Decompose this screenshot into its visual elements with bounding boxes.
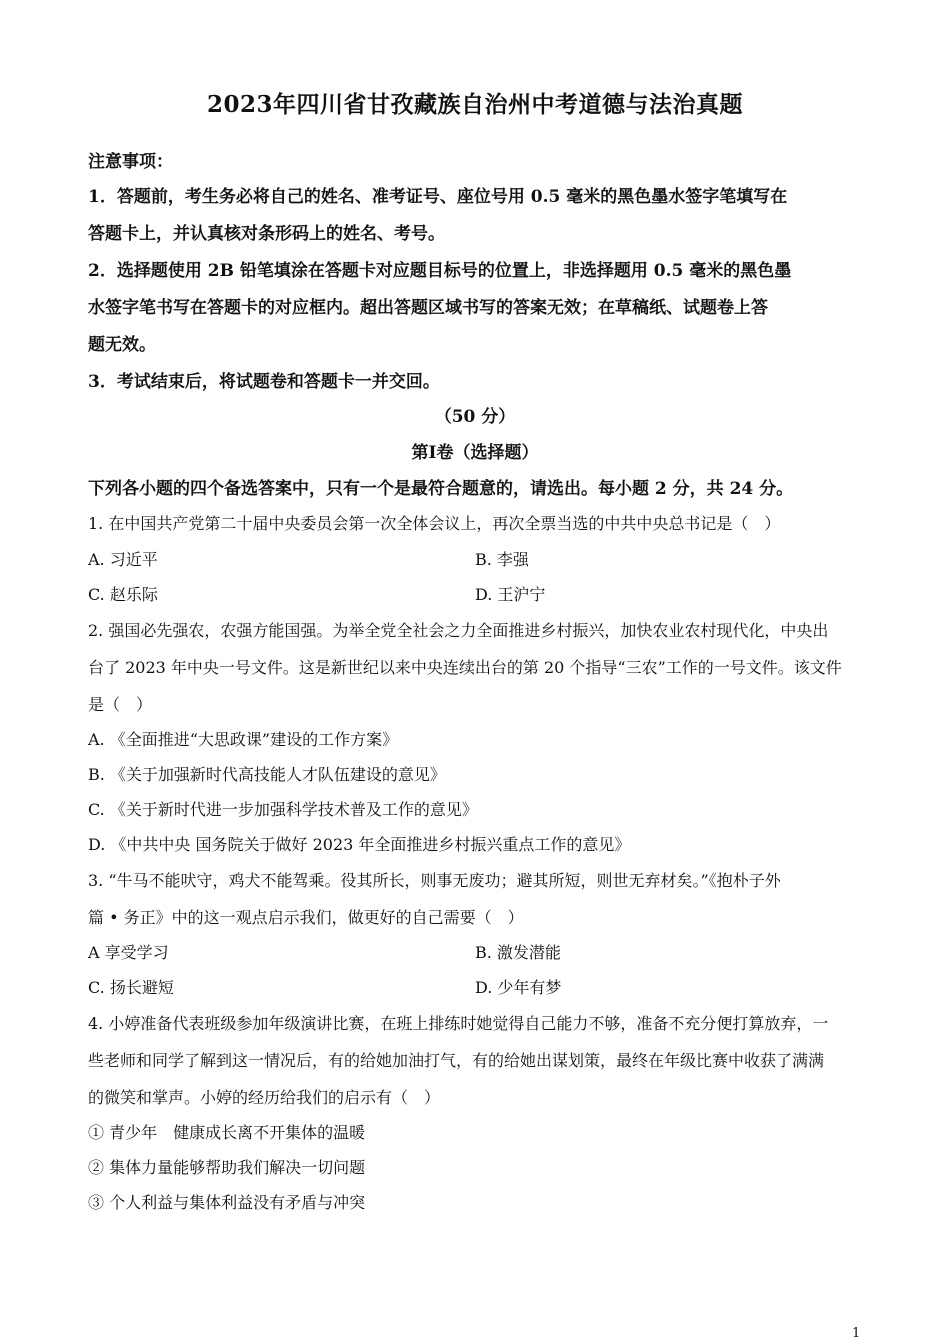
question-3-stem-line: 3. “牛马不能吠守，鸡犬不能驾乘。役其所长，则事无废功；避其所短，则世无弃材矣。”《抱朴子外 — [88, 871, 781, 890]
notice-line: 1．答题前，考生务必将自己的姓名、准考证号、座位号用 0.5 毫米的黑色墨水签字笔填写在 — [88, 187, 788, 207]
question-1-option-a: A. 习近平 — [88, 550, 158, 569]
question-4-statement: ② 集体力量能够帮助我们解决一切问题 — [88, 1158, 366, 1177]
question-3-option-d: D. 少年有梦 — [475, 978, 562, 997]
question-1-option-d: D. 王沪宁 — [475, 585, 546, 604]
notice-heading: 注意事项： — [88, 152, 173, 172]
notice-line: 2．选择题使用 2B 铅笔填涂在答题卡对应题目标号的位置上，非选择题用 0.5 毫米的黑色墨 — [88, 261, 792, 281]
question-3-option-a: A 享受学习 — [88, 943, 169, 962]
question-2-stem-line: 是（ ） — [88, 695, 153, 714]
total-score: （50 分） — [434, 407, 516, 427]
question-2-stem-line: 2. 强国必先强农，农强方能国强。为举全党全社会之力全面推进乡村振兴，加快农业农村现代化，中央出 — [88, 621, 829, 640]
question-4-statement: ③ 个人利益与集体利益没有矛盾与冲突 — [88, 1193, 366, 1212]
question-2-option-b: B. 《关于加强新时代高技能人才队伍建设的意见》 — [88, 765, 446, 784]
question-1-option-b: B. 李强 — [475, 550, 529, 569]
question-4-statement: ① 青少年 健康成长离不开集体的温暖 — [88, 1123, 366, 1142]
notice-line: 答题卡上，并认真核对条形码上的姓名、考号。 — [88, 224, 445, 244]
question-4-stem-line: 的微笑和掌声。小婷的经历给我们的启示有（ ） — [88, 1088, 441, 1107]
question-2-option-c: C. 《关于新时代进一步加强科学技术普及工作的意见》 — [88, 800, 478, 819]
question-2-stem-line: 台了 2023 年中央一号文件。这是新世纪以来中央连续出台的第 20 个指导“三农”工作的一号文件。该文件 — [88, 658, 842, 677]
page-number: 1 — [852, 1326, 861, 1341]
question-2-option-a: A. 《全面推进“大思政课”建设的工作方案》 — [88, 730, 399, 749]
question-4-stem-line: 4. 小婷准备代表班级参加年级演讲比赛，在班上排练时她觉得自己能力不够，准备不充分便打算放弃，一 — [88, 1014, 829, 1033]
question-3-stem-line: 篇 • 务正》中的这一观点启示我们，做更好的自己需要（ ） — [88, 908, 524, 927]
section-title: 第Ⅰ卷（选择题） — [411, 443, 539, 463]
question-1-stem: 1. 在中国共产党第二十届中央委员会第一次全体会议上，再次全票当选的中共中央总书记是（ ） — [88, 514, 781, 533]
section-instruction: 下列各小题的四个备选答案中，只有一个是最符合题意的，请选出。每小题 2 分，共 24 分。 — [88, 479, 794, 499]
question-2-option-d: D. 《中共中央 国务院关于做好 2023 年全面推进乡村振兴重点工作的意见》 — [88, 835, 631, 854]
page-title: 2023年四川省甘孜藏族自治州中考道德与法治真题 — [206, 91, 743, 118]
notice-line: 题无效。 — [88, 335, 156, 355]
question-4-stem-line: 些老师和同学了解到这一情况后，有的给她加油打气，有的给她出谋划策，最终在年级比赛中收获了满满 — [88, 1051, 825, 1070]
question-1-option-c: C. 赵乐际 — [88, 585, 158, 604]
notice-line: 水签字笔书写在答题卡的对应框内。超出答题区域书写的答案无效；在草稿纸、试题卷上答 — [88, 298, 768, 318]
notice-line: 3．考试结束后，将试题卷和答题卡一并交回。 — [88, 372, 440, 392]
question-3-option-c: C. 扬长避短 — [88, 978, 174, 997]
question-3-option-b: B. 激发潜能 — [475, 943, 561, 962]
